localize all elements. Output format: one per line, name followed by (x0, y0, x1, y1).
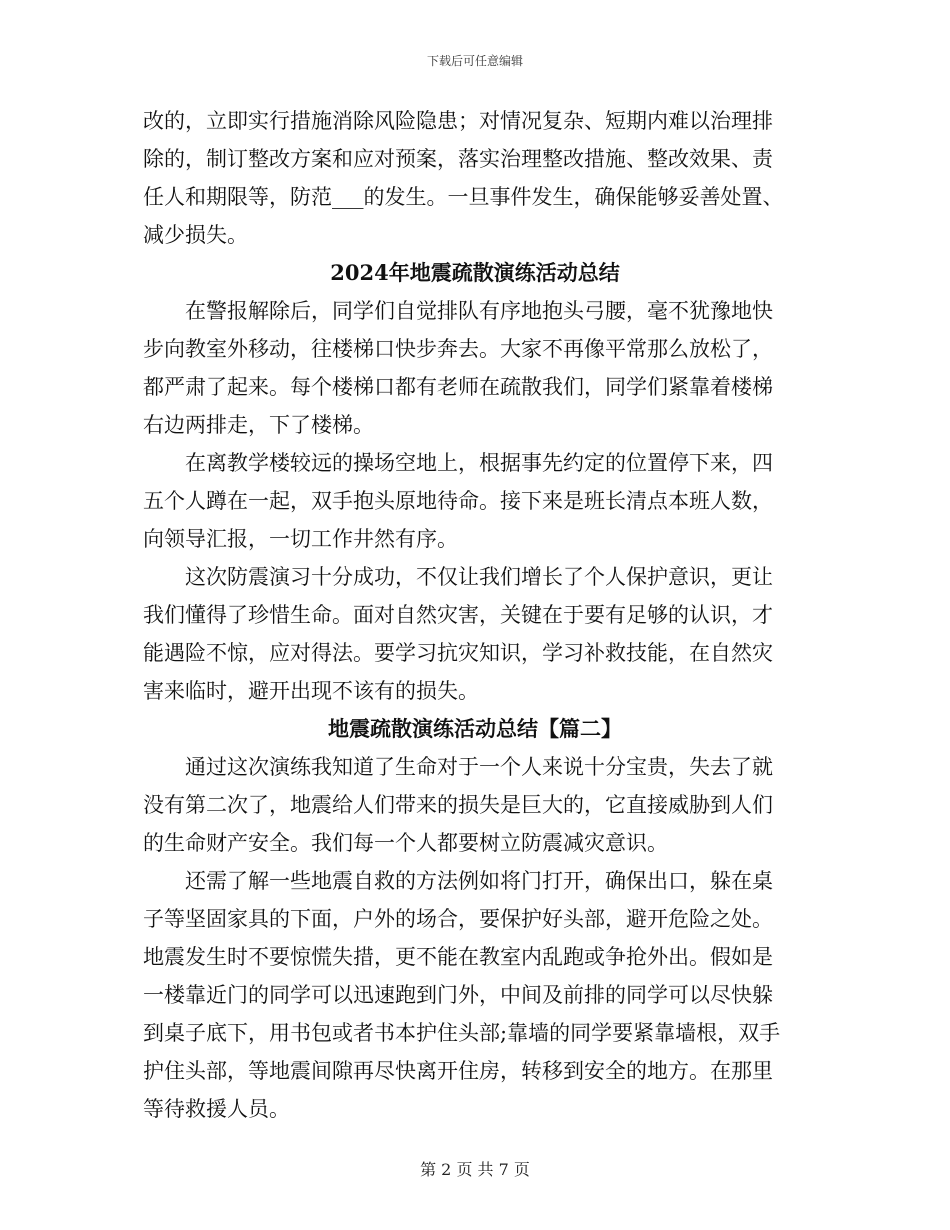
text-line: 没有第二次了，地震给人们带来的损失是巨大的，它直接威胁到人们 (143, 793, 773, 817)
text-line: 我们懂得了珍惜生命。面对自然灾害，关键在于要有足够的认识，才 (143, 603, 773, 627)
intro-paragraph (143, 102, 807, 254)
section2-paragraph-1 (143, 748, 807, 862)
section-title-2024: 2024年地震疏散演练活动总结 (330, 260, 620, 285)
text-line: 步向教室外移动，往楼梯口快步奔去。大家不再像平常那么放松了， (143, 337, 773, 361)
page-header-note: 下载后可任意编辑 (426, 54, 523, 68)
section2-paragraph-2 (143, 862, 807, 1128)
document-body (143, 102, 807, 1128)
page-number: 第 2 页 共 7 页 (420, 1160, 530, 1179)
text-line: 能遇险不惊，应对得法。要学习抗灾知识，学习补救技能，在自然灾 (143, 641, 773, 665)
text-line: 这次防震演习十分成功，不仅让我们增长了个人保护意识，更让 (185, 565, 773, 589)
text-line: 还需了解一些地震自救的方法例如将门打开，确保出口，躲在桌 (185, 869, 773, 893)
text-line: 五个人蹲在一起，双手抱头原地待命。接下来是班长清点本班人数， (143, 489, 773, 513)
text-line: 害来临时，避开出现不该有的损失。 (143, 679, 479, 703)
text-line: 任人和期限等，防范___的发生。一旦事件发生，确保能够妥善处置、 (143, 185, 784, 209)
text-line: 改的，立即实行措施消除风险隐患；对情况复杂、短期内难以治理排 (143, 109, 773, 133)
text-line: 一楼靠近门的同学可以迅速跑到门外，中间及前排的同学可以尽快躲 (143, 983, 773, 1007)
text-line: 右边两排走，下了楼梯。 (143, 413, 374, 437)
section1-paragraph-1 (143, 292, 807, 444)
text-line: 减少损失。 (143, 223, 248, 247)
text-line: 在警报解除后，同学们自觉排队有序地抱头弓腰，毫不犹豫地快 (185, 299, 773, 323)
text-line: 的生命财产安全。我们每一个人都要树立防震减灾意识。 (143, 831, 668, 855)
text-line: 到桌子底下，用书包或者书本护住头部;靠墙的同学要紧靠墙根，双手 (143, 1021, 781, 1045)
section1-paragraph-2 (143, 444, 807, 558)
section-title-part-two: 地震疏散演练活动总结【篇二】 (328, 716, 622, 741)
text-line: 通过这次演练我知道了生命对于一个人来说十分宝贵，失去了就 (185, 755, 773, 779)
text-line: 等待救援人员。 (143, 1097, 290, 1121)
text-line: 护住头部，等地震间隙再尽快离开住房，转移到安全的地方。在那里 (143, 1059, 773, 1083)
text-line: 地震发生时不要惊慌失措，更不能在教室内乱跑或争抢外出。假如是 (143, 945, 773, 969)
text-line: 向领导汇报，一切工作井然有序。 (143, 527, 458, 551)
text-line: 在离教学楼较远的操场空地上，根据事先约定的位置停下来，四 (185, 451, 773, 475)
section1-paragraph-3 (143, 558, 807, 710)
text-line: 子等坚固家具的下面，户外的场合，要保护好头部，避开危险之处。 (143, 907, 773, 931)
text-line: 除的，制订整改方案和应对预案，落实治理整改措施、整改效果、责 (143, 147, 773, 171)
text-line: 都严肃了起来。每个楼梯口都有老师在疏散我们，同学们紧靠着楼梯 (143, 375, 773, 399)
